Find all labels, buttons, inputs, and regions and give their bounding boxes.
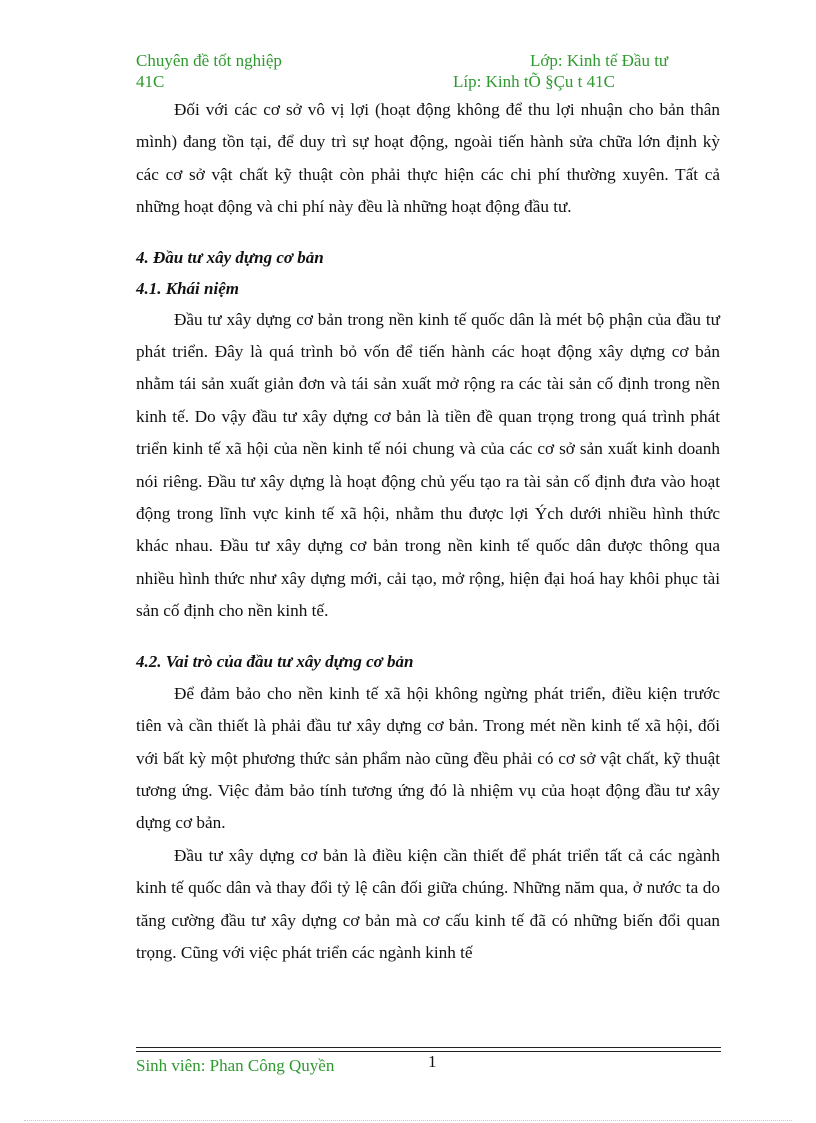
subsection-heading-4-2: 4.2. Vai trò của đầu tư xây dựng cơ bản xyxy=(136,651,414,671)
page-edge-divider xyxy=(24,1120,792,1121)
section-heading-4: 4. Đầu tư xây dựng cơ bản xyxy=(136,247,324,267)
document-body xyxy=(136,94,720,969)
header-class-label-legacy: Líp: Kinh tÕ §Çu t 41C xyxy=(453,72,615,91)
paragraph-role-1: Để đảm bảo cho nền kinh tế xã hội không ngừng phát triển, điều kiện trước tiên và cần thiết là phải đầu tư xây dựng cơ bản. Trong mét nền kinh tế xã hội, đối với bất kỳ một phương thức sản phẩm nào cũng đều phải có cơ sở vật chất, kỹ thuật tương ứng. Việc đảm bảo tính tương ứng đó là nhiệm vụ của hoạt động đầu tư xây dựng cơ bản. xyxy=(136,683,720,833)
header-class-code: 41C xyxy=(136,72,165,91)
header-class-label: Lớp: Kinh tế Đầu tư xyxy=(530,51,669,70)
page-number: 1 xyxy=(428,1052,437,1071)
footer-rule-thin xyxy=(136,1047,721,1048)
footer-student-name: Sinh viên: Phan Công Quyền xyxy=(136,1056,335,1075)
header-thesis-title: Chuyên đề tốt nghiệp xyxy=(136,51,282,70)
paragraph-role-2: Đầu tư xây dựng cơ bản là điều kiện cần thiết để phát triển tất cả các ngành kinh tế quốc dân và thay đổi tỷ lệ cân đối giữa chúng. Những năm qua, ở nước ta do tăng cường đầu tư xây dựng cơ bản mà cơ cấu kinh tế đã có những biến đổi quan trọng. Cũng với việc phát triển các ngành kinh tế xyxy=(136,845,720,962)
paragraph-definition: Đầu tư xây dựng cơ bản trong nền kinh tế quốc dân là mét bộ phận của đầu tư phát triển. Đây là quá trình bỏ vốn để tiến hành các hoạt động xây dựng cơ bản nhằm tái sản xuất giản đơn và tái sản xuất mở rộng ra các tài sản cố định trong nền kinh tế. Do vậy đầu tư xây dựng cơ bản là tiền đề quan trọng trong quá trình phát triển kinh tế xã hội của nền kinh tế nói chung và của các cơ sở sản xuất kinh doanh nói riêng. Đầu tư xây dựng là hoạt động chủ yếu tạo ra tài sản cố định đưa vào hoạt động trong lĩnh vực kinh tế xã hội, nhằm thu được lợi Ých dưới nhiều hình thức khác nhau. Đầu tư xây dựng cơ bản trong nền kinh tế quốc dân được thông qua nhiều hình thức như xây dựng mới, cải tạo, mở rộng, hiện đại hoá hay khôi phục tài sản cố định cho nền kinh tế. xyxy=(136,309,720,621)
subsection-heading-4-1: 4.1. Khái niệm xyxy=(136,278,239,298)
paragraph-nonprofit: Đối với các cơ sở vô vị lợi (hoạt động không để thu lợi nhuận cho bản thân mình) đang tồn tại, để duy trì sự hoạt động, ngoài tiến hành sửa chữa lớn định kỳ các cơ sở vật chất kỹ thuật còn phải thực hiện các chi phí thường xuyên. Tất cả những hoạt động và chi phí này đều là những hoạt động đầu tư. xyxy=(136,100,720,217)
